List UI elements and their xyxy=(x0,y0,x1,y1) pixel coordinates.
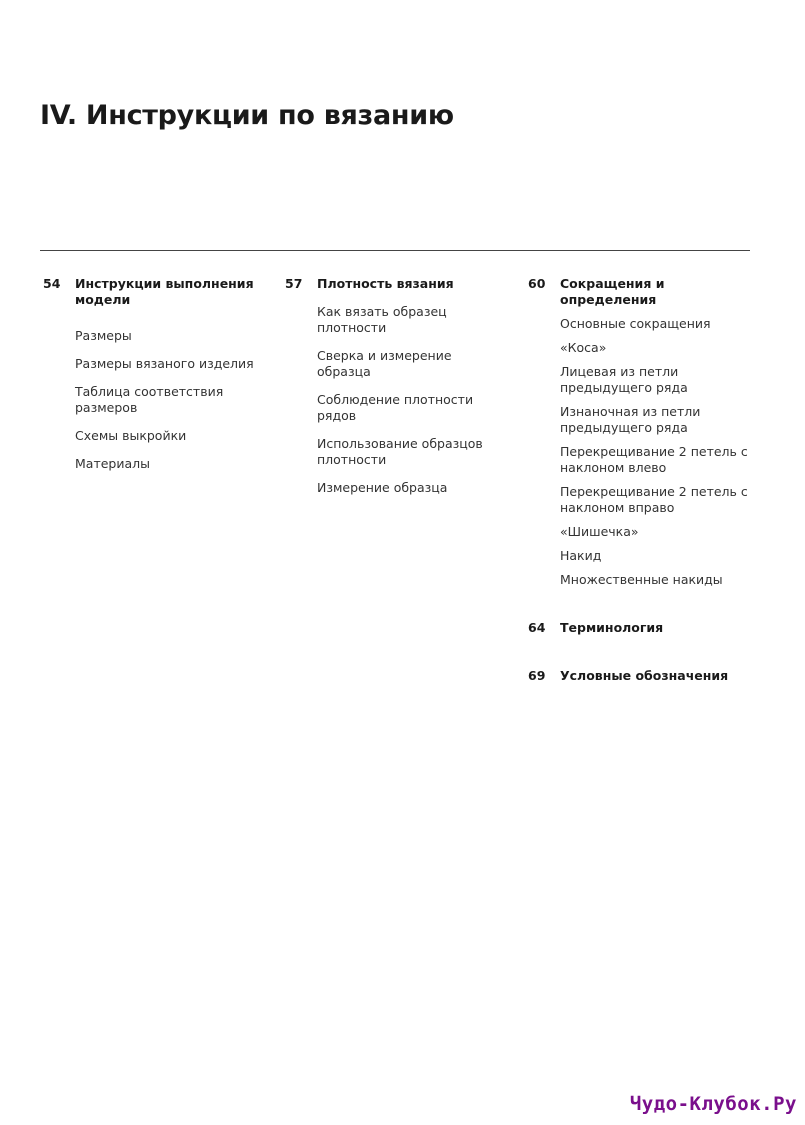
toc-heading[interactable]: Инструкции выполнения модели xyxy=(75,276,254,307)
header-divider xyxy=(40,250,750,251)
toc-subitem[interactable]: Таблица соответствия размеров xyxy=(75,384,224,415)
toc-column-2 xyxy=(282,276,487,496)
toc-entry[interactable] xyxy=(282,276,487,496)
toc-page-number: 69 xyxy=(528,668,546,683)
toc-subitem[interactable]: Перекрещивание 2 петель с наклоном вправо xyxy=(560,484,748,515)
toc-entry[interactable] xyxy=(525,668,765,684)
toc-entry[interactable] xyxy=(525,620,765,636)
toc-page-number: 64 xyxy=(528,620,546,635)
page-title: IV. Инструкции по вязанию xyxy=(40,100,454,131)
toc-subitem[interactable]: Основные сокращения xyxy=(560,316,711,331)
toc-column-3 xyxy=(525,276,765,690)
toc-entry[interactable] xyxy=(525,276,765,588)
toc-heading[interactable]: Терминология xyxy=(560,620,664,635)
site-watermark: Чудо-Клубок.Ру xyxy=(629,1093,797,1115)
toc-page-number: 57 xyxy=(285,276,303,291)
toc-subitem[interactable]: Сверка и измерение образца xyxy=(317,348,452,379)
toc-subitem[interactable]: Накид xyxy=(560,548,602,563)
toc-subitem[interactable]: Схемы выкройки xyxy=(75,428,187,443)
toc-subitem[interactable]: Измерение образца xyxy=(317,480,448,495)
toc-subitem[interactable]: Лицевая из петли предыдущего ряда xyxy=(560,364,688,395)
toc-column-1 xyxy=(40,276,255,472)
toc-page-number: 60 xyxy=(528,276,546,291)
toc-heading[interactable]: Условные обозначения xyxy=(560,668,729,683)
toc-subitem[interactable]: Использование образцов плотности xyxy=(317,436,483,467)
toc-subitem[interactable]: Размеры xyxy=(75,328,132,343)
toc-subitem[interactable]: Перекрещивание 2 петель с наклоном влево xyxy=(560,444,748,475)
toc-page-number: 54 xyxy=(43,276,61,291)
toc-subitem[interactable]: Изнаночная из петли предыдущего ряда xyxy=(560,404,701,435)
toc-subitem[interactable]: «Шишечка» xyxy=(560,524,639,539)
toc-subitem[interactable]: Соблюдение плотности рядов xyxy=(317,392,474,423)
toc-subitem[interactable]: Множественные накиды xyxy=(560,572,723,587)
toc-entry[interactable] xyxy=(40,276,255,472)
toc-subitem[interactable]: «Коса» xyxy=(560,340,607,355)
toc-subitem[interactable]: Материалы xyxy=(75,456,150,471)
toc-heading[interactable]: Сокращения и определения xyxy=(560,276,665,307)
toc-subitem[interactable]: Как вязать образец плотности xyxy=(317,304,447,335)
toc-subitem[interactable]: Размеры вязаного изделия xyxy=(75,356,254,371)
toc-heading[interactable]: Плотность вязания xyxy=(317,276,454,291)
